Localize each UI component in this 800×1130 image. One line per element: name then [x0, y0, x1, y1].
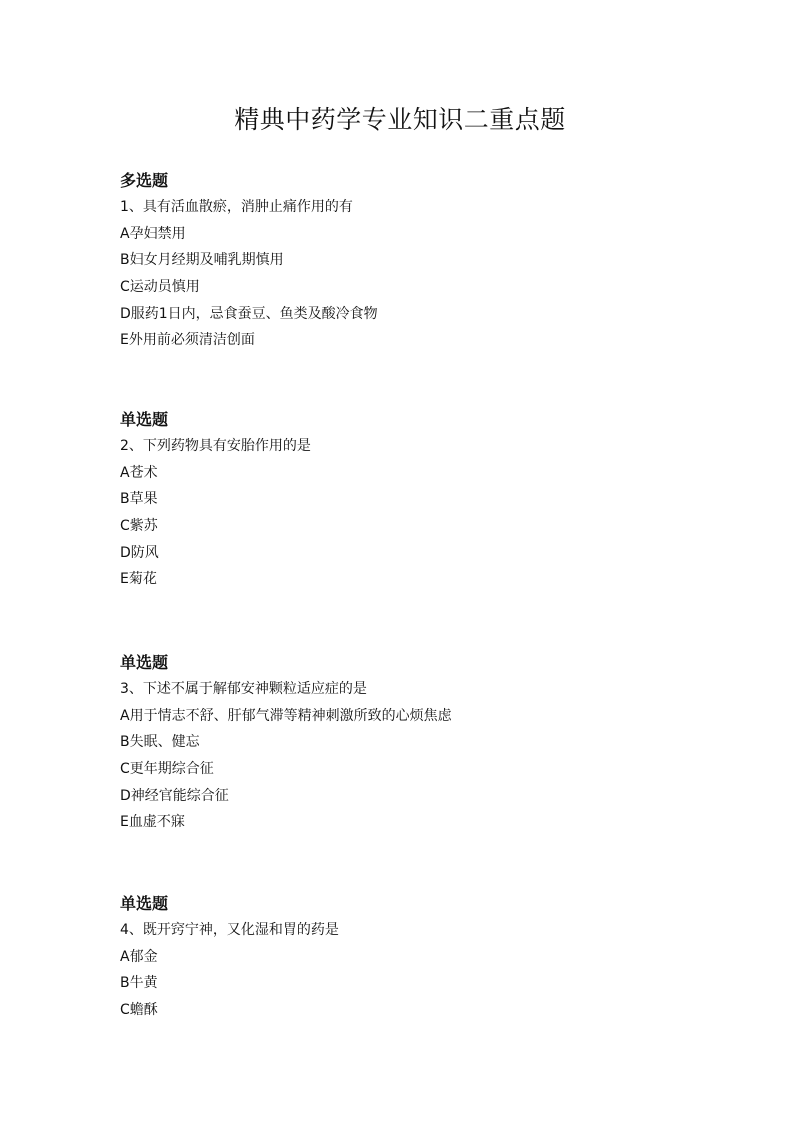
option-c: C紫苏 [120, 518, 158, 535]
option-a: A孕妇禁用 [120, 225, 186, 242]
option-a: A苍术 [120, 464, 158, 481]
option-a: A用于情志不舒、肝郁气滞等精神刺激所致的心烦焦虑 [120, 707, 452, 724]
option-e: E外用前必须清洁创面 [120, 332, 255, 349]
question-stem: 1、具有活血散瘀，消肿止痛作用的有 [120, 199, 353, 215]
option-b: B牛黄 [120, 975, 158, 992]
question-1 [120, 168, 740, 354]
question-stem: 4、既开窍宁神，又化湿和胃的药是 [120, 922, 339, 938]
option-b: B妇女月经期及哺乳期慎用 [120, 252, 284, 269]
question-type-label: 单选题 [120, 653, 169, 672]
question-type-label: 多选题 [120, 171, 169, 190]
question-type-label: 单选题 [120, 894, 169, 913]
option-b: B草果 [120, 491, 158, 508]
question-stem: 2、下列药物具有安胎作用的是 [120, 438, 311, 454]
option-d: D神经官能综合征 [120, 787, 229, 804]
page-title: 精典中药学专业知识二重点题 [234, 105, 566, 134]
option-d: D防风 [120, 544, 159, 561]
option-e: E血虚不寐 [120, 814, 185, 831]
option-c: C更年期综合征 [120, 761, 214, 778]
question-stem: 3、下述不属于解郁安神颗粒适应症的是 [120, 681, 367, 697]
question-4 [120, 891, 740, 1024]
question-type-label: 单选题 [120, 410, 169, 429]
option-c: C蟾酥 [120, 1002, 158, 1019]
question-3 [120, 650, 740, 836]
question-2 [120, 407, 740, 593]
option-d: D服药1日内，忌食蚕豆、鱼类及酸冷食物 [120, 305, 378, 322]
option-b: B失眠、健忘 [120, 734, 200, 751]
option-c: C运动员慎用 [120, 279, 200, 296]
option-e: E菊花 [120, 571, 157, 588]
option-a: A郁金 [120, 948, 158, 965]
